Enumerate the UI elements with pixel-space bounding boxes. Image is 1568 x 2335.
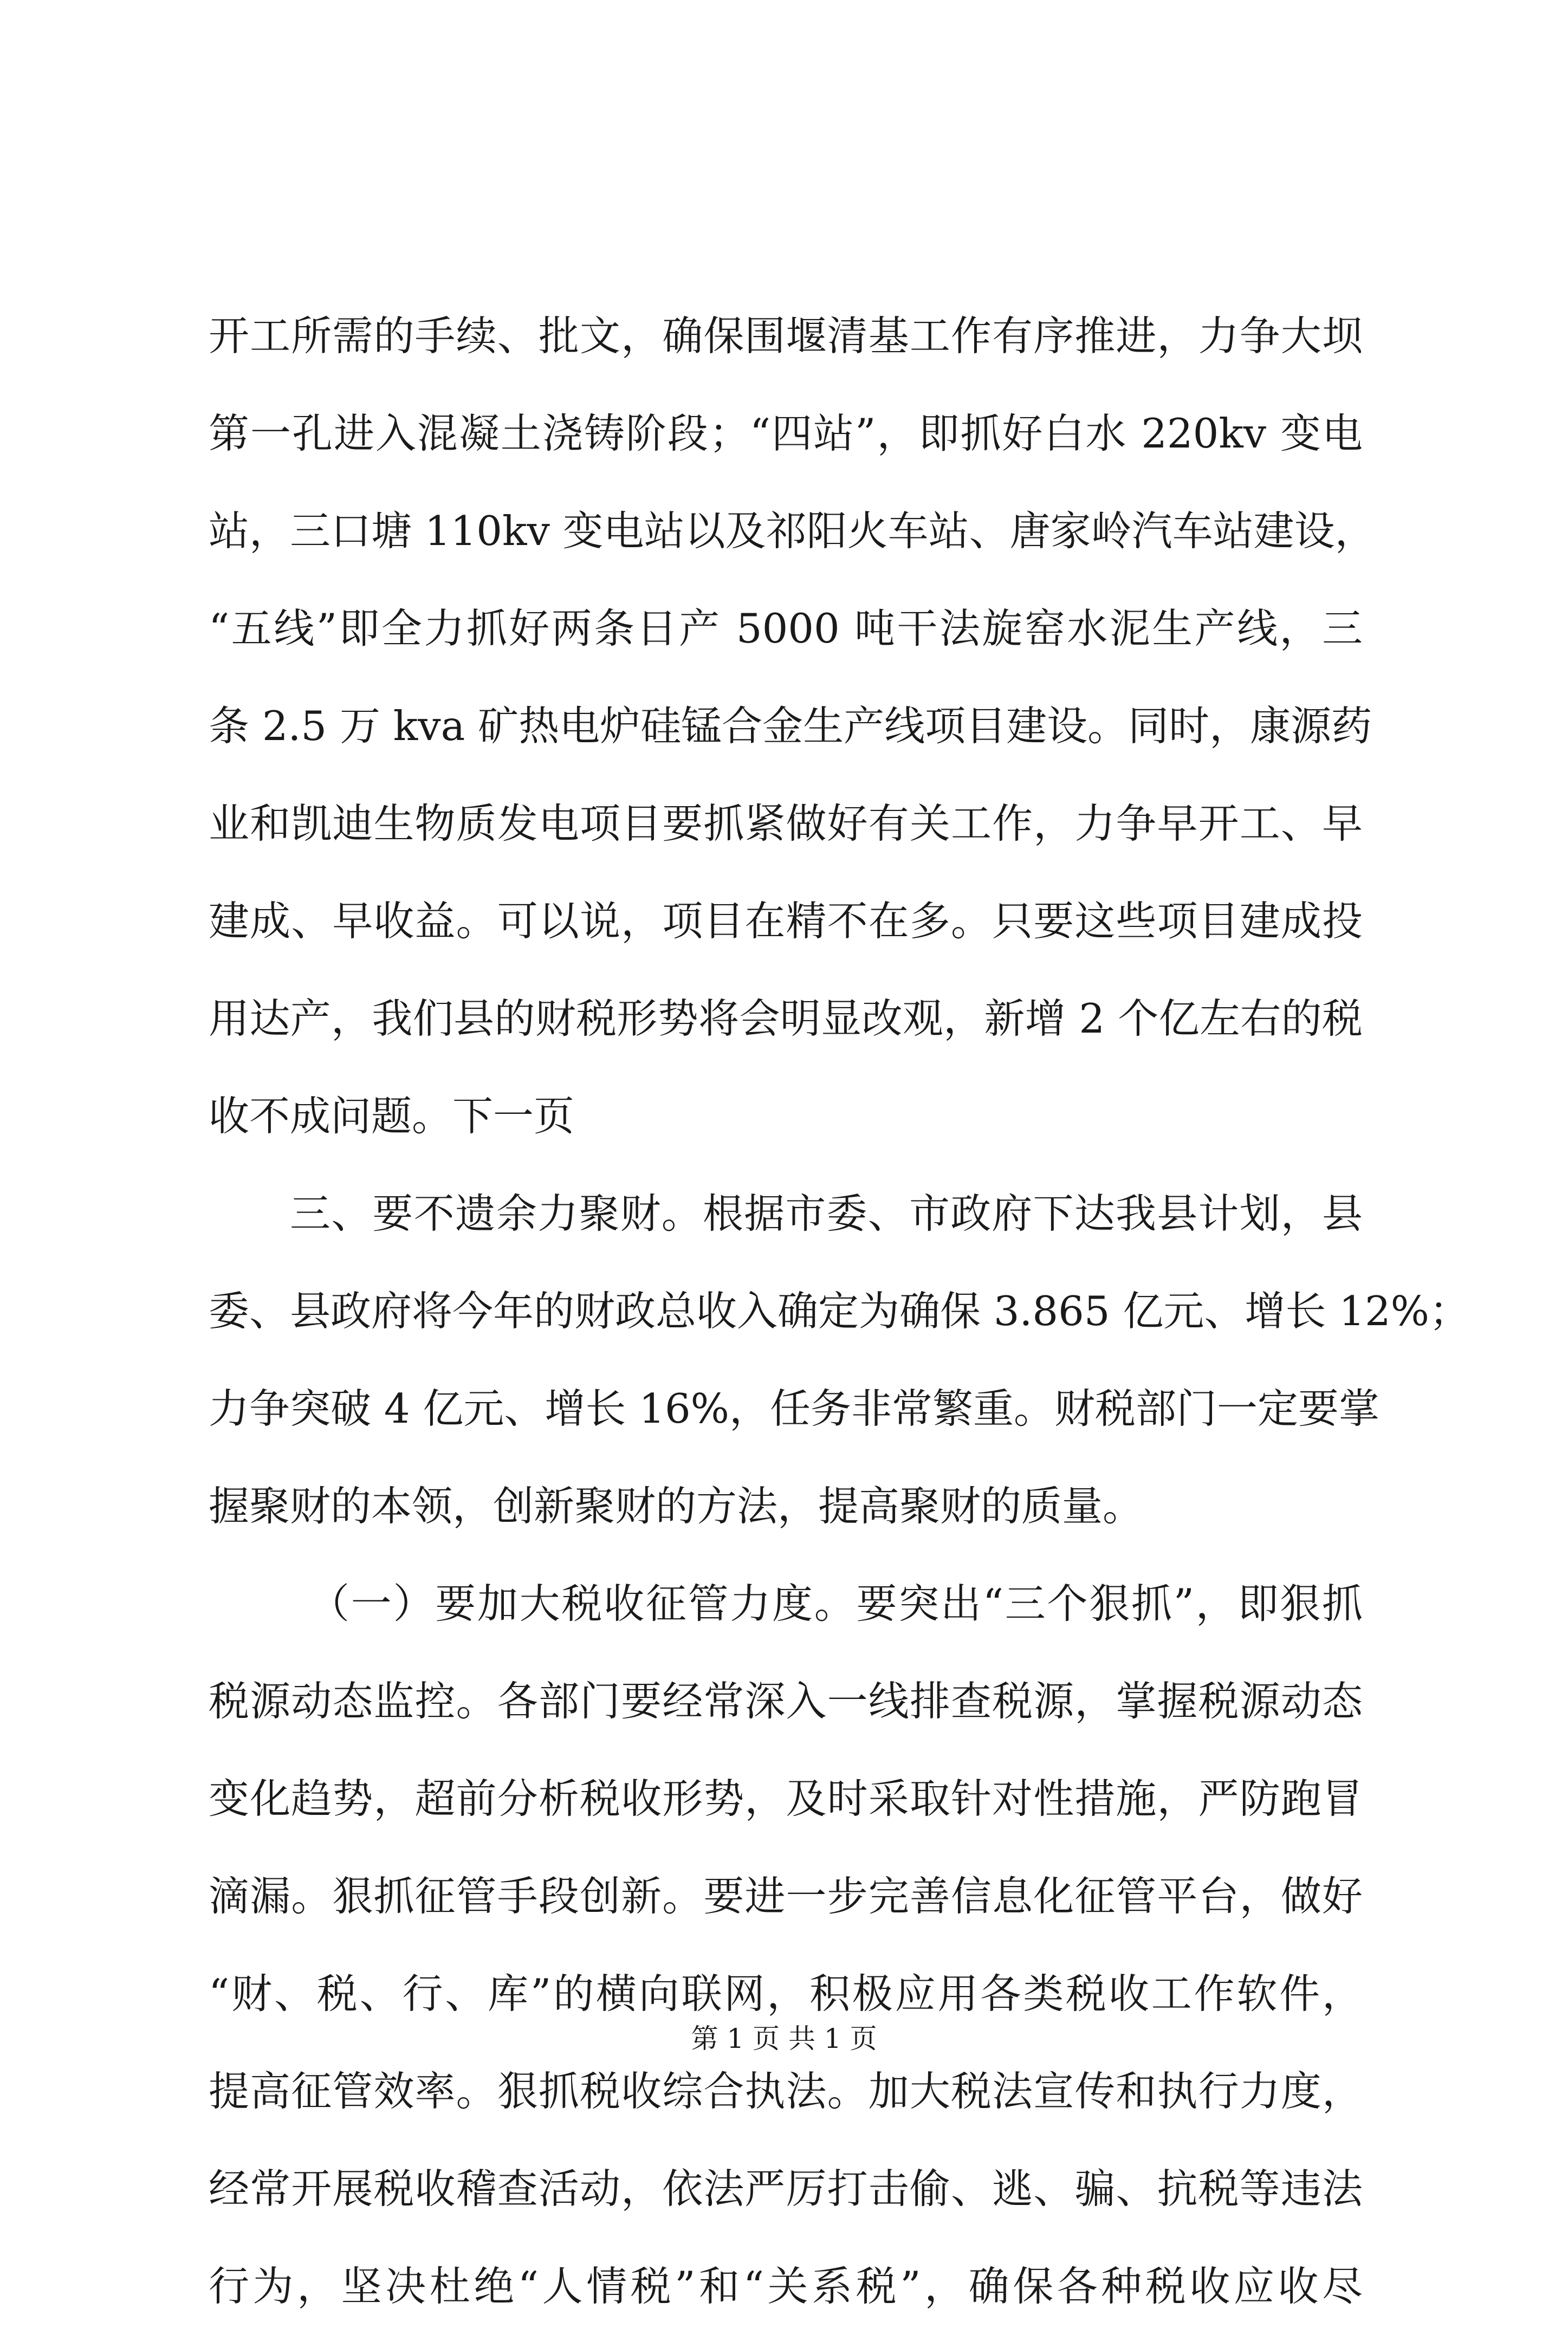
text-line: 行为，坚决杜绝“人情税”和“关系税”，确保各种税收应收尽 [209,2262,1363,2310]
text-line: 用达产，我们县的财税形势将会明显改观，新增 2 个亿左右的税 [209,995,1363,1042]
text-line: 力争突破 4 亿元、增长 16%，任务非常繁重。财税部门一定要掌 [209,1385,1379,1432]
text-line: 滴漏。狠抓征管手段创新。要进一步完善信息化征管平台，做好 [209,1872,1363,1920]
subsection-heading-line: （一）要加大税收征管力度。要突出“三个狠抓”，即狠抓 [309,1580,1363,1627]
text-line: 站，三口塘 110kv 变电站以及祁阳火车站、唐家岭汽车站建设， [209,507,1376,555]
text-line: 变化趋势，超前分析税收形势，及时采取针对性措施，严防跑冒 [209,1775,1363,1822]
text-line: 第一孔进入混凝土浇铸阶段；“四站”，即抓好白水 220kv 变电 [209,410,1363,457]
text-line: 税源动态监控。各部门要经常深入一线排查税源，掌握税源动态 [209,1677,1363,1725]
text-line: 业和凯迪生物质发电项目要抓紧做好有关工作，力争早开工、早 [209,800,1363,847]
text-line: 开工所需的手续、批文，确保围堰清基工作有序推进，力争大坝 [209,312,1363,360]
text-line: “五线”即全力抓好两条日产 5000 吨干法旋窑水泥生产线，三 [209,605,1363,652]
text-line: 提高征管效率。狠抓税收综合执法。加大税法宣传和执行力度， [209,2067,1363,2115]
text-line: 条 2.5 万 kva 矿热电炉硅锰合金生产线项目建设。同时，康源药 [209,702,1372,750]
section-heading-line: 三、要不遗余力聚财。根据市委、市政府下达我县计划，县 [290,1190,1363,1237]
text-line: 收不成问题。下一页 [209,1092,575,1140]
text-line: 握聚财的本领，创新聚财的方法，提高聚财的质量。 [209,1482,1144,1530]
page-footer: 第 1 页 共 1 页 [691,2023,877,2054]
text-line: 经常开展税收稽查活动，依法严厉打击偷、逃、骗、抗税等违法 [209,2165,1363,2213]
text-line: “财、税、行、库”的横向联网，积极应用各类税收工作软件， [209,1970,1363,2018]
text-line: 建成、早收益。可以说，项目在精不在多。只要这些项目建成投 [209,897,1363,945]
text-line: 委、县政府将今年的财政总收入确定为确保 3.865 亿元、增长 12%； [209,1287,1470,1335]
